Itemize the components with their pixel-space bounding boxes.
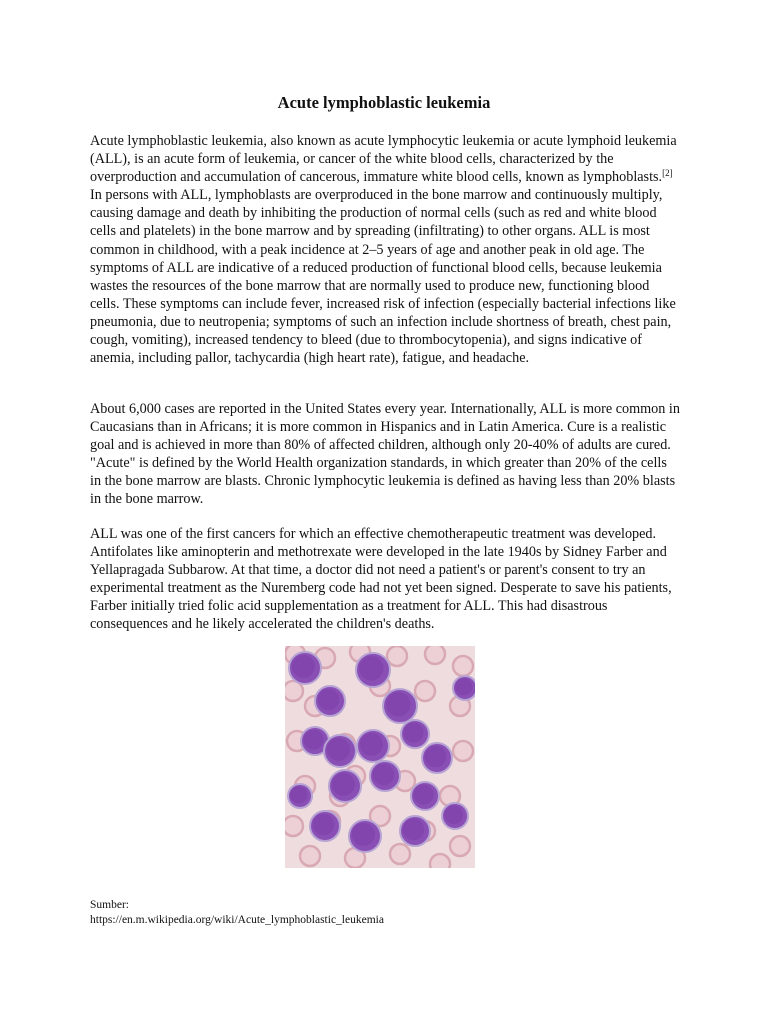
- lymphoblast-nucleus: [373, 764, 395, 786]
- red-blood-cell: [390, 844, 410, 864]
- paragraph-history: ALL was one of the first cancers for which an effective chemotherapeutic treatment was developed. Antifolates like aminopterin and methotrexate were developed in the late 1940s by Sidney Farber and Yellapragada Subbarow. At that time, a doctor did not need a patient's or parent's consent to try an experimental treatment as the Nuremberg code had not yet been signed. Desperate to save his patients, Farber initially tried folic acid supplementation as a treatment for ALL. This had disastrous consequences and he likely accelerated the children's deaths.: [90, 526, 672, 633]
- red-blood-cell: [450, 836, 470, 856]
- lymphoblast-nucleus: [292, 655, 315, 678]
- lymphoblast-nucleus: [327, 738, 350, 761]
- lymphoblast-nucleus: [404, 723, 424, 743]
- source-citation: [90, 898, 690, 928]
- red-blood-cell: [453, 741, 473, 761]
- intro-text-b: In persons with ALL, lymphoblasts are overproduced in the bone marrow and continuously multiply, causing damage and death by inhibiting the production of normal cells (such as red and white blood cells and platelets) in the bone marrow and by spreading (infiltrating) to other organs. ALL is most common in childhood, with a peak incidence at 2–5 years of age and another peak in old age. The symptoms of ALL are indicative of a reduced production of functional blood cells, because leukemia wastes the resources of the bone marrow that are normally used to produce new, functioning blood cells. These symptoms can include fever, increased risk of infection (especially bacterial infections like pneumonia, due to neutropenia; symptoms of such an infection include shortness of breath, chest pain, cough, vomiting), increased tendency to bleed (due to thrombocytopenia), and signs indicative of anemia, including pallor, tachycardia (high heart rate), fatigue, and headache.: [90, 187, 676, 367]
- paragraph-epidemiology: About 6,000 cases are reported in the United States every year. Internationally, ALL is more common in Caucasians than in Africans; it is more common in Hispanics and in Latin America. Cure is a realistic goal and is achieved in more than 80% of affected children, although only 20-40% of adults are cured. "Acute" is defined by the World Health organization standards, in which greater than 20% of the cells in the bone marrow are blasts. Chronic lymphocytic leukemia is defined as having less than 20% blasts in the bone marrow.: [90, 401, 680, 508]
- lymphoblast-nucleus: [360, 733, 383, 756]
- lymphoblast-nucleus: [403, 819, 425, 841]
- intro-text-a: Acute lymphoblastic leukemia, also known as acute lymphocytic leukemia or acute lymphoid leukemia (ALL), is an acute form of leukemia, or cancer of the white blood cells, characterized by the overproduction and accumulation of cancerous, immature white blood cells, known as lymphoblasts.: [90, 133, 677, 186]
- lymphoblast-nucleus: [359, 656, 383, 680]
- lymphoblast-nucleus: [444, 805, 463, 824]
- lymphoblast-nucleus: [304, 730, 324, 750]
- red-blood-cell: [453, 656, 473, 676]
- lymphoblast-nucleus: [352, 823, 375, 846]
- lymphoblast-nucleus: [332, 773, 355, 796]
- red-blood-cell: [430, 854, 450, 868]
- paragraph-intro: [90, 132, 680, 367]
- lymphoblast-nucleus: [386, 692, 410, 716]
- source-url[interactable]: https://en.m.wikipedia.org/wiki/Acute_lymphoblastic_leukemia: [90, 914, 384, 926]
- lymphoblast-nucleus: [290, 786, 307, 803]
- lymphoblast-nucleus: [455, 678, 472, 695]
- lymphoblast-nucleus: [425, 746, 447, 768]
- blood-smear-svg: [285, 646, 475, 868]
- red-blood-cell: [285, 816, 303, 836]
- source-label: Sumber:: [90, 899, 129, 911]
- lymphoblast-nucleus: [318, 689, 340, 711]
- lymphoblast-nucleus: [414, 785, 434, 805]
- red-blood-cell: [425, 646, 445, 664]
- red-blood-cell: [415, 681, 435, 701]
- lymphoblast-nucleus: [313, 814, 335, 836]
- red-blood-cell: [387, 646, 407, 666]
- reference-mark[interactable]: [2]: [662, 168, 673, 179]
- red-blood-cell: [300, 846, 320, 866]
- blood-smear-image: [285, 646, 475, 868]
- page-title: Acute lymphoblastic leukemia: [277, 93, 491, 112]
